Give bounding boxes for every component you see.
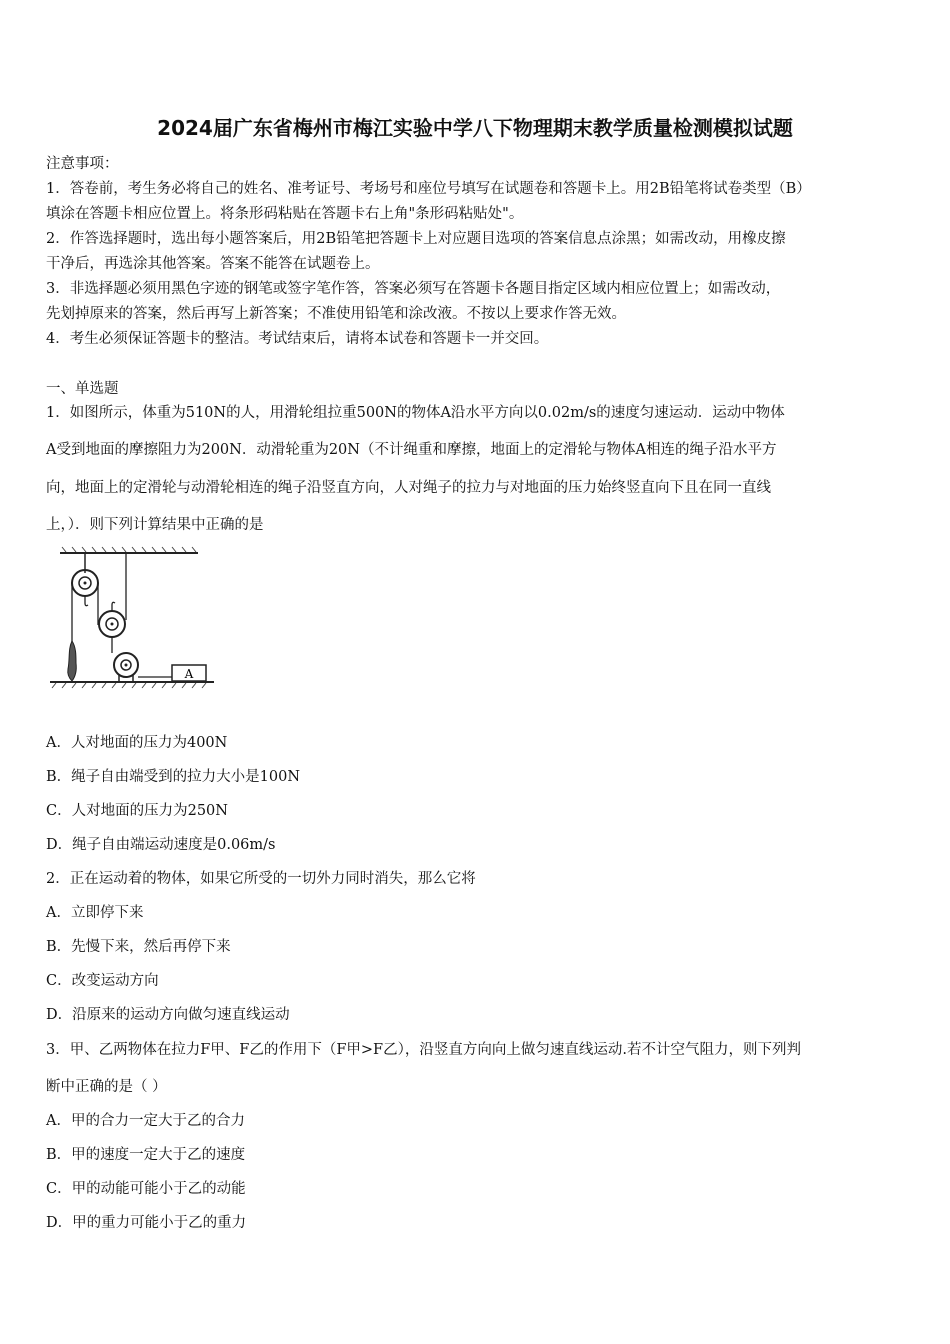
notice-line: 2．作答选择题时，选出每小题答案后，用2B铅笔把答题卡上对应题目选项的答案信息点涂黑；如需改动，用橡皮擦: [46, 231, 786, 247]
q2-stem: 2．正在运动着的物体，如果它所受的一切外力同时消失，那么它将: [46, 871, 476, 887]
q3-stem-line: 断中正确的是（ ）: [46, 1079, 167, 1095]
q2-option-b: B．先慢下来，然后再停下来: [46, 939, 231, 955]
q2-option-a: A．立即停下来: [46, 905, 144, 921]
q2-option-d: D．沿原来的运动方向做匀速直线运动: [46, 1007, 290, 1023]
q1-option-b: B．绳子自由端受到的拉力大小是100N: [46, 769, 301, 785]
notice-line: 4．考生必须保证答题卡的整洁。考试结束后，请将本试卷和答题卡一并交回。: [46, 331, 549, 347]
q1-stem-line: 1．如图所示，体重为510N的人，用滑轮组拉重500N的物体A沿水平方向以0.02m/s的速度匀速运动．运动中物体: [46, 405, 785, 421]
q1-option-a: A．人对地面的压力为400N: [46, 735, 228, 751]
notice-line: 干净后，再选涂其他答案。答案不能答在试题卷上。: [46, 256, 380, 272]
q3-option-c: C．甲的动能可能小于乙的动能: [46, 1181, 246, 1197]
q3-option-a: A．甲的合力一定大于乙的合力: [46, 1113, 245, 1129]
page-title: 2024届广东省梅州市梅江实验中学八下物理期末教学质量检测模拟试题: [157, 116, 793, 140]
q1-option-c: C．人对地面的压力为250N: [46, 803, 228, 819]
q3-stem-line: 3．甲、乙两物体在拉力F甲、F乙的作用下（F甲>F乙），沿竖直方向向上做匀速直线运动.若不计空气阻力，则下列判: [46, 1042, 801, 1058]
q3-option-d: D．甲的重力可能小于乙的重力: [46, 1215, 247, 1231]
section-heading: 一、单选题: [46, 381, 119, 397]
notice-line: 1．答卷前，考生务必将自己的姓名、准考证号、考场号和座位号填写在试题卷和答题卡上。用2B铅笔将试卷类型（B）: [46, 181, 811, 197]
notice-heading: 注意事项：: [46, 156, 119, 172]
notice-line: 3．非选择题必须用黑色字迹的钢笔或签字笔作答，答案必须写在答题卡各题目指定区域内相应位置上；如需改动，: [46, 281, 781, 297]
q2-option-c: C．改变运动方向: [46, 973, 159, 989]
notice-line: 先划掉原来的答案，然后再写上新答案；不准使用铅笔和涂改液。不按以上要求作答无效。: [46, 306, 626, 322]
q1-option-d: D．绳子自由端运动速度是0.06m/s: [46, 837, 276, 853]
q1-stem-line: A受到地面的摩擦阻力为200N．动滑轮重为20N（不计绳重和摩擦，地面上的定滑轮与物体A相连的绳子沿水平方: [46, 442, 777, 458]
q3-option-b: B．甲的速度一定大于乙的速度: [46, 1147, 246, 1163]
q1-stem-line: 上，）．则下列计算结果中正确的是: [46, 517, 264, 533]
notice-line: 填涂在答题卡相应位置上。将条形码粘贴在答题卡右上角"条形码粘贴处"。: [46, 206, 524, 222]
block-a-label: A: [184, 667, 194, 681]
pulley-system-figure: [46, 545, 221, 695]
q1-stem-line: 向，地面上的定滑轮与动滑轮相连的绳子沿竖直方向，人对绳子的拉力与对地面的压力始终竖直向下且在同一直线: [46, 480, 771, 496]
